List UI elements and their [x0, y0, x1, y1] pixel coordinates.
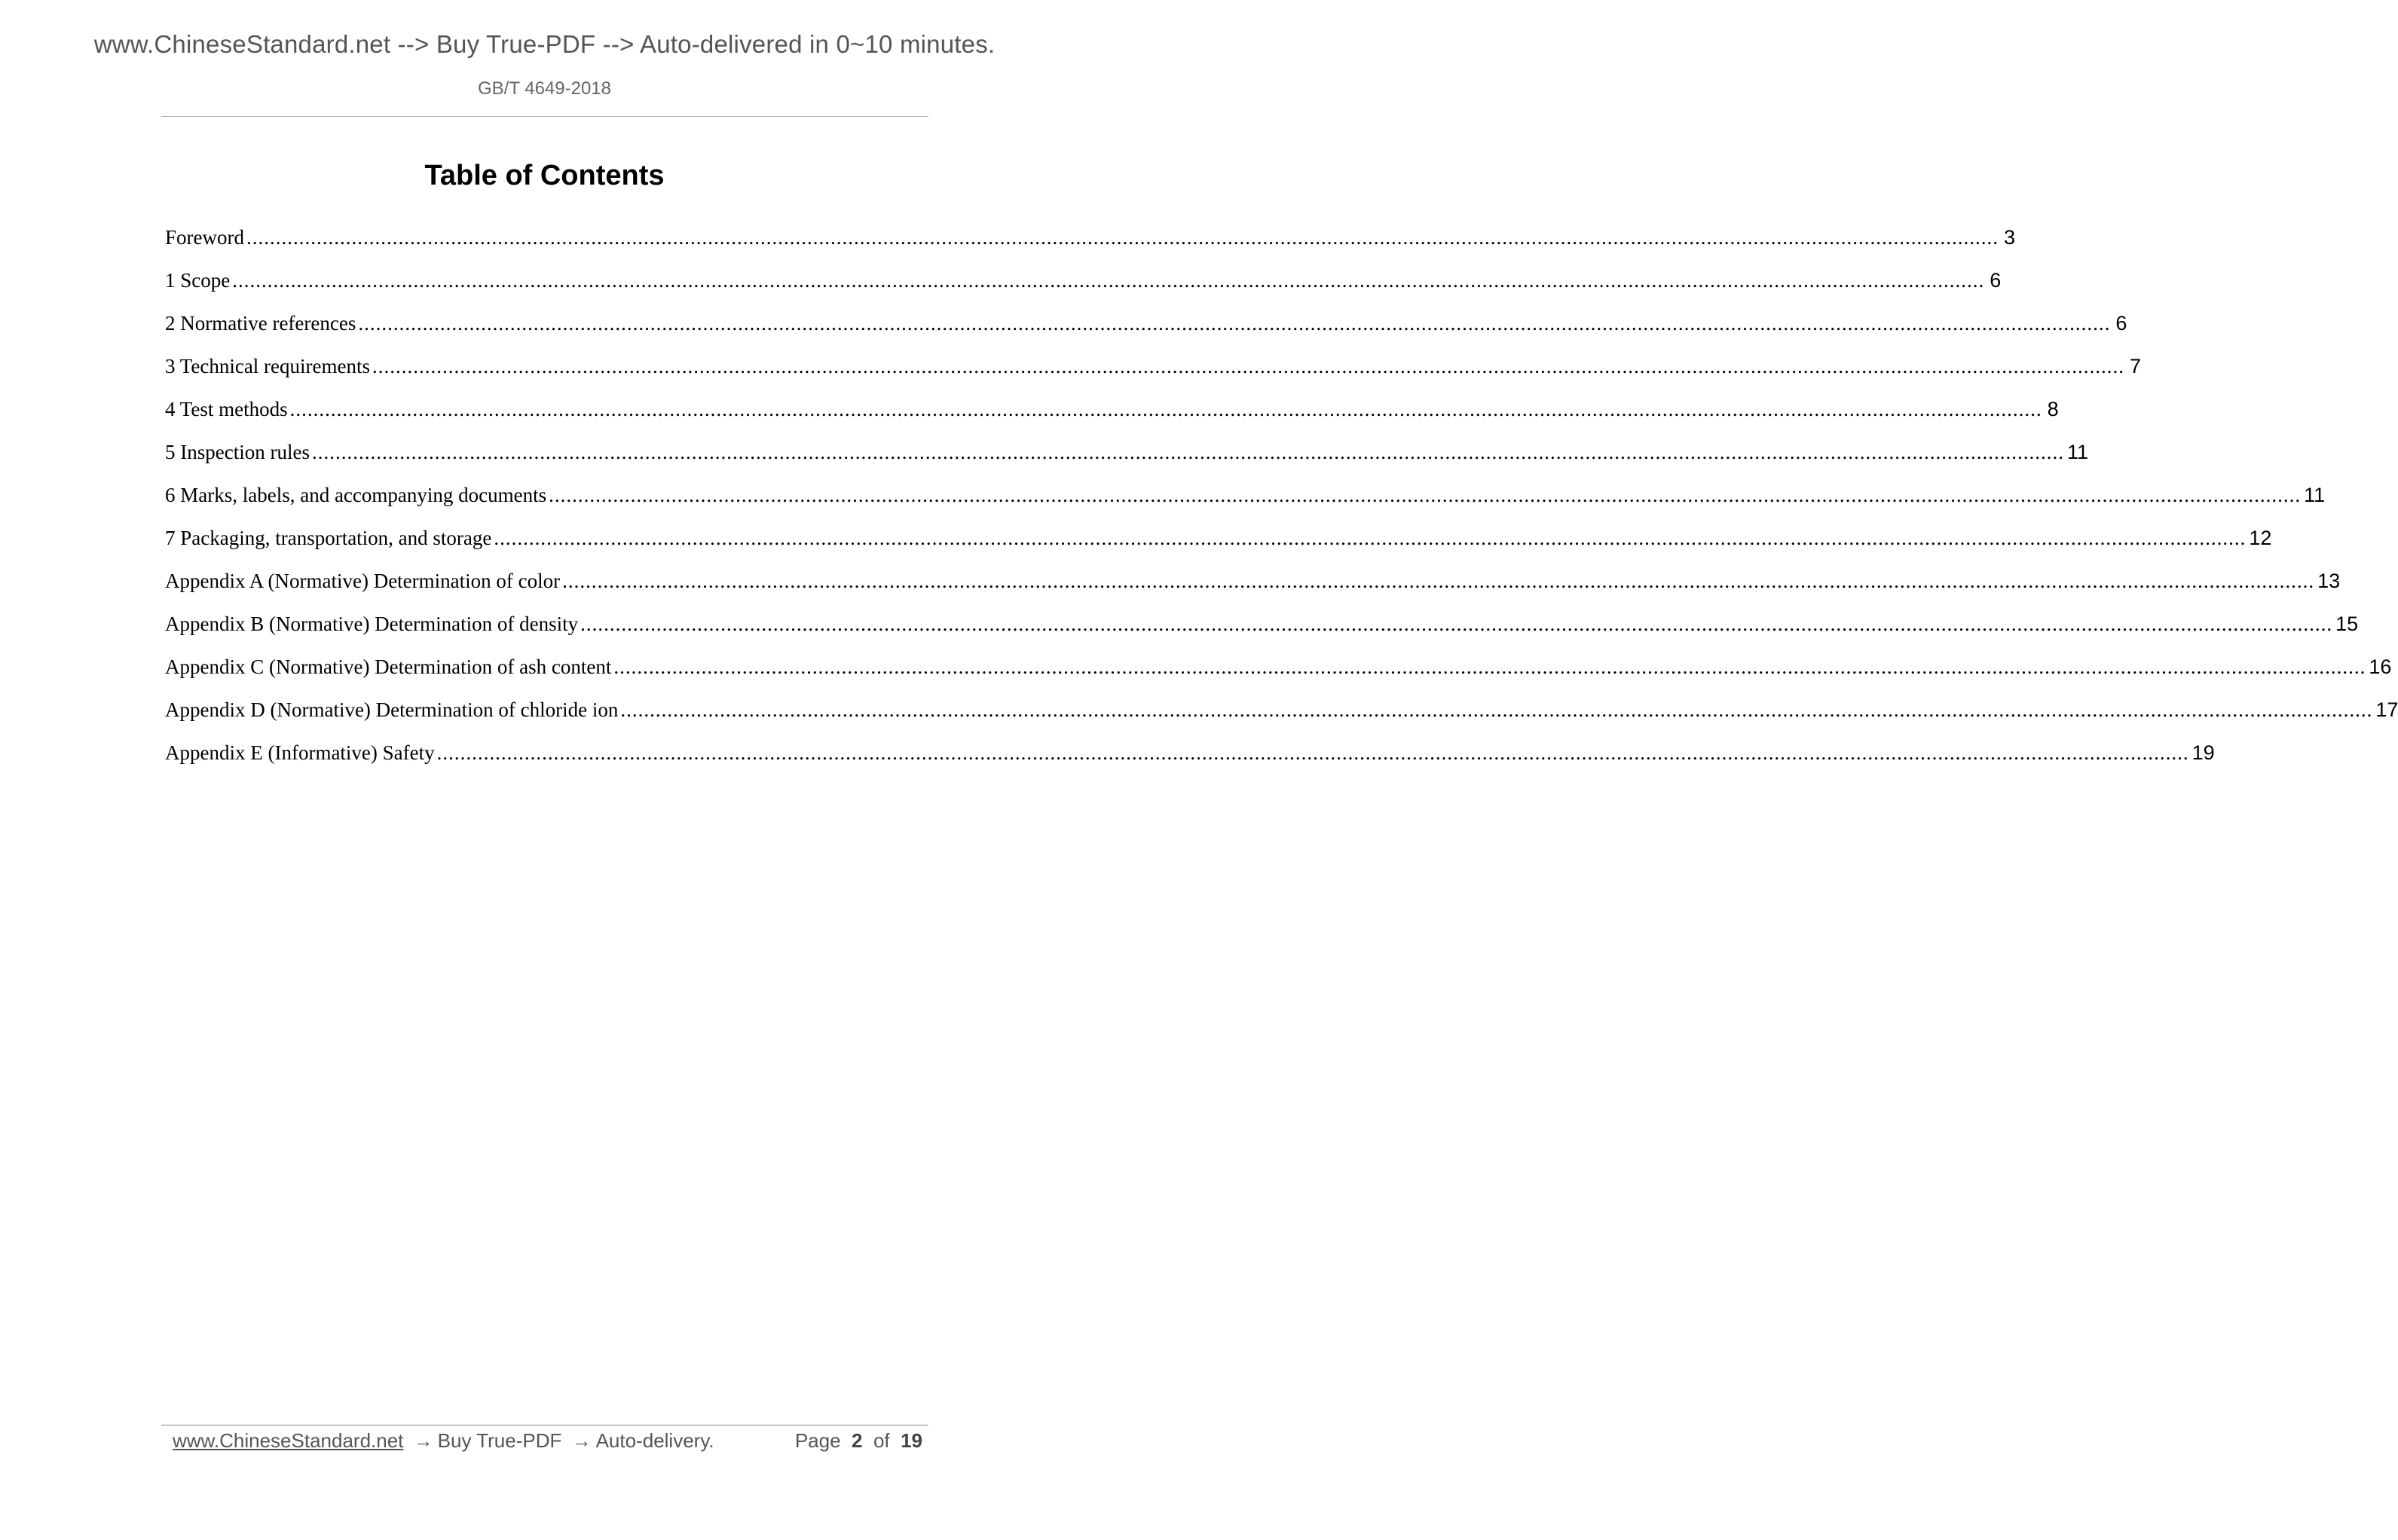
standard-code: GB/T 4649-2018 — [477, 78, 611, 99]
toc-entry-packaging[interactable] — [165, 527, 2272, 570]
toc-entry-test-methods[interactable] — [165, 398, 2059, 441]
toc-entry-page: 15 — [2335, 613, 2359, 635]
toc-entry-page: 17 — [2375, 698, 2398, 721]
toc-entry-scope[interactable] — [165, 269, 2002, 312]
toc-entry-text: Appendix D (Normative) Determination of chloride ion — [165, 698, 619, 721]
toc-leader-dots: ............................................................................................................................................................................................................................................................................................................ — [289, 398, 2042, 420]
toc-entry-page: 3 — [2003, 226, 2015, 249]
toc-entry-text: Appendix B (Normative) Determination of density — [165, 613, 579, 635]
page-current: 2 — [852, 1429, 863, 1452]
toc-entry-appendix-c[interactable] — [165, 655, 2392, 698]
toc-entry-page: 6 — [2115, 312, 2127, 335]
toc-entry-normative-references[interactable] — [165, 312, 2127, 355]
toc-entry-text: 6 Marks, labels, and accompanying documents — [165, 484, 547, 506]
toc-leader-dots: ............................................................................................................................................................................................................................................................................................................ — [358, 312, 2111, 335]
toc-entry-page: 13 — [2317, 570, 2341, 592]
arrow-right-icon: → — [571, 1429, 592, 1452]
page-footer — [173, 1429, 922, 1459]
toc-entry-technical-requirements[interactable] — [165, 355, 2142, 398]
toc-leader-dots: ............................................................................................................................................................................................................................................................................................................ — [613, 655, 2366, 678]
page-total: 19 — [901, 1429, 922, 1452]
toc-entry-text: 4 Test methods — [165, 398, 288, 420]
toc-list — [165, 226, 2398, 784]
toc-leader-dots: ............................................................................................................................................................................................................................................................................................................ — [580, 613, 2333, 635]
toc-entry-appendix-e[interactable] — [165, 741, 2215, 784]
toc-entry-text: Appendix C (Normative) Determination of ash content — [165, 655, 612, 678]
footer-buy-text: Buy True-PDF — [437, 1429, 562, 1452]
toc-entry-page: 7 — [2129, 355, 2142, 377]
header-divider — [161, 116, 928, 117]
toc-entry-page: 6 — [1990, 269, 2002, 292]
toc-entry-appendix-a[interactable] — [165, 570, 2341, 613]
toc-leader-dots: ............................................................................................................................................................................................................................................................................................................ — [620, 698, 2373, 721]
toc-entry-text: Appendix A (Normative) Determination of color — [165, 570, 561, 592]
toc-entry-text: 5 Inspection rules — [165, 441, 310, 463]
toc-entry-foreword[interactable] — [165, 226, 2015, 269]
toc-leader-dots: ............................................................................................................................................................................................................................................................................................................ — [232, 269, 1985, 292]
toc-leader-dots: ............................................................................................................................................................................................................................................................................................................ — [246, 226, 1999, 249]
toc-entry-appendix-d[interactable] — [165, 698, 2398, 741]
toc-entry-page: 8 — [2047, 398, 2059, 420]
toc-leader-dots: ............................................................................................................................................................................................................................................................................................................ — [311, 441, 2064, 463]
toc-leader-dots: ............................................................................................................................................................................................................................................................................................................ — [549, 484, 2302, 506]
toc-entry-page: 11 — [2304, 484, 2326, 506]
toc-leader-dots: ............................................................................................................................................................................................................................................................................................................ — [562, 570, 2315, 592]
toc-entry-appendix-b[interactable] — [165, 613, 2359, 655]
toc-entry-page: 12 — [2249, 527, 2272, 549]
toc-entry-page: 11 — [2066, 441, 2088, 463]
toc-entry-page: 16 — [2369, 655, 2392, 678]
toc-entry-text: Appendix E (Informative) Safety — [165, 741, 435, 764]
footer-site-link[interactable]: www.ChineseStandard.net — [173, 1429, 404, 1452]
footer-promo — [173, 1429, 714, 1453]
toc-entry-text: 7 Packaging, transportation, and storage — [165, 527, 492, 549]
toc-entry-text: 3 Technical requirements — [165, 355, 371, 377]
arrow-right-icon: → — [413, 1429, 433, 1452]
page-label: Page — [794, 1429, 841, 1452]
toc-leader-dots: ............................................................................................................................................................................................................................................................................................................ — [372, 355, 2125, 377]
of-label: of — [873, 1429, 890, 1452]
toc-leader-dots: ............................................................................................................................................................................................................................................................................................................ — [494, 527, 2247, 549]
page-number — [795, 1429, 922, 1453]
toc-entry-inspection-rules[interactable] — [165, 441, 2088, 484]
toc-entry-text: 1 Scope — [165, 269, 231, 292]
toc-entry-page: 19 — [2192, 741, 2215, 764]
toc-entry-text: 2 Normative references — [165, 312, 356, 335]
top-banner: www.ChineseStandard.net --> Buy True-PDF --> Auto-delivered in 0~10 minutes. — [93, 30, 996, 58]
toc-entry-text: Foreword — [165, 226, 244, 249]
toc-title: Table of Contents — [424, 160, 665, 191]
footer-delivery-text: Auto-delivery. — [595, 1429, 714, 1452]
toc-entry-marks-labels[interactable] — [165, 484, 2326, 527]
toc-leader-dots: ............................................................................................................................................................................................................................................................................................................ — [436, 741, 2189, 764]
